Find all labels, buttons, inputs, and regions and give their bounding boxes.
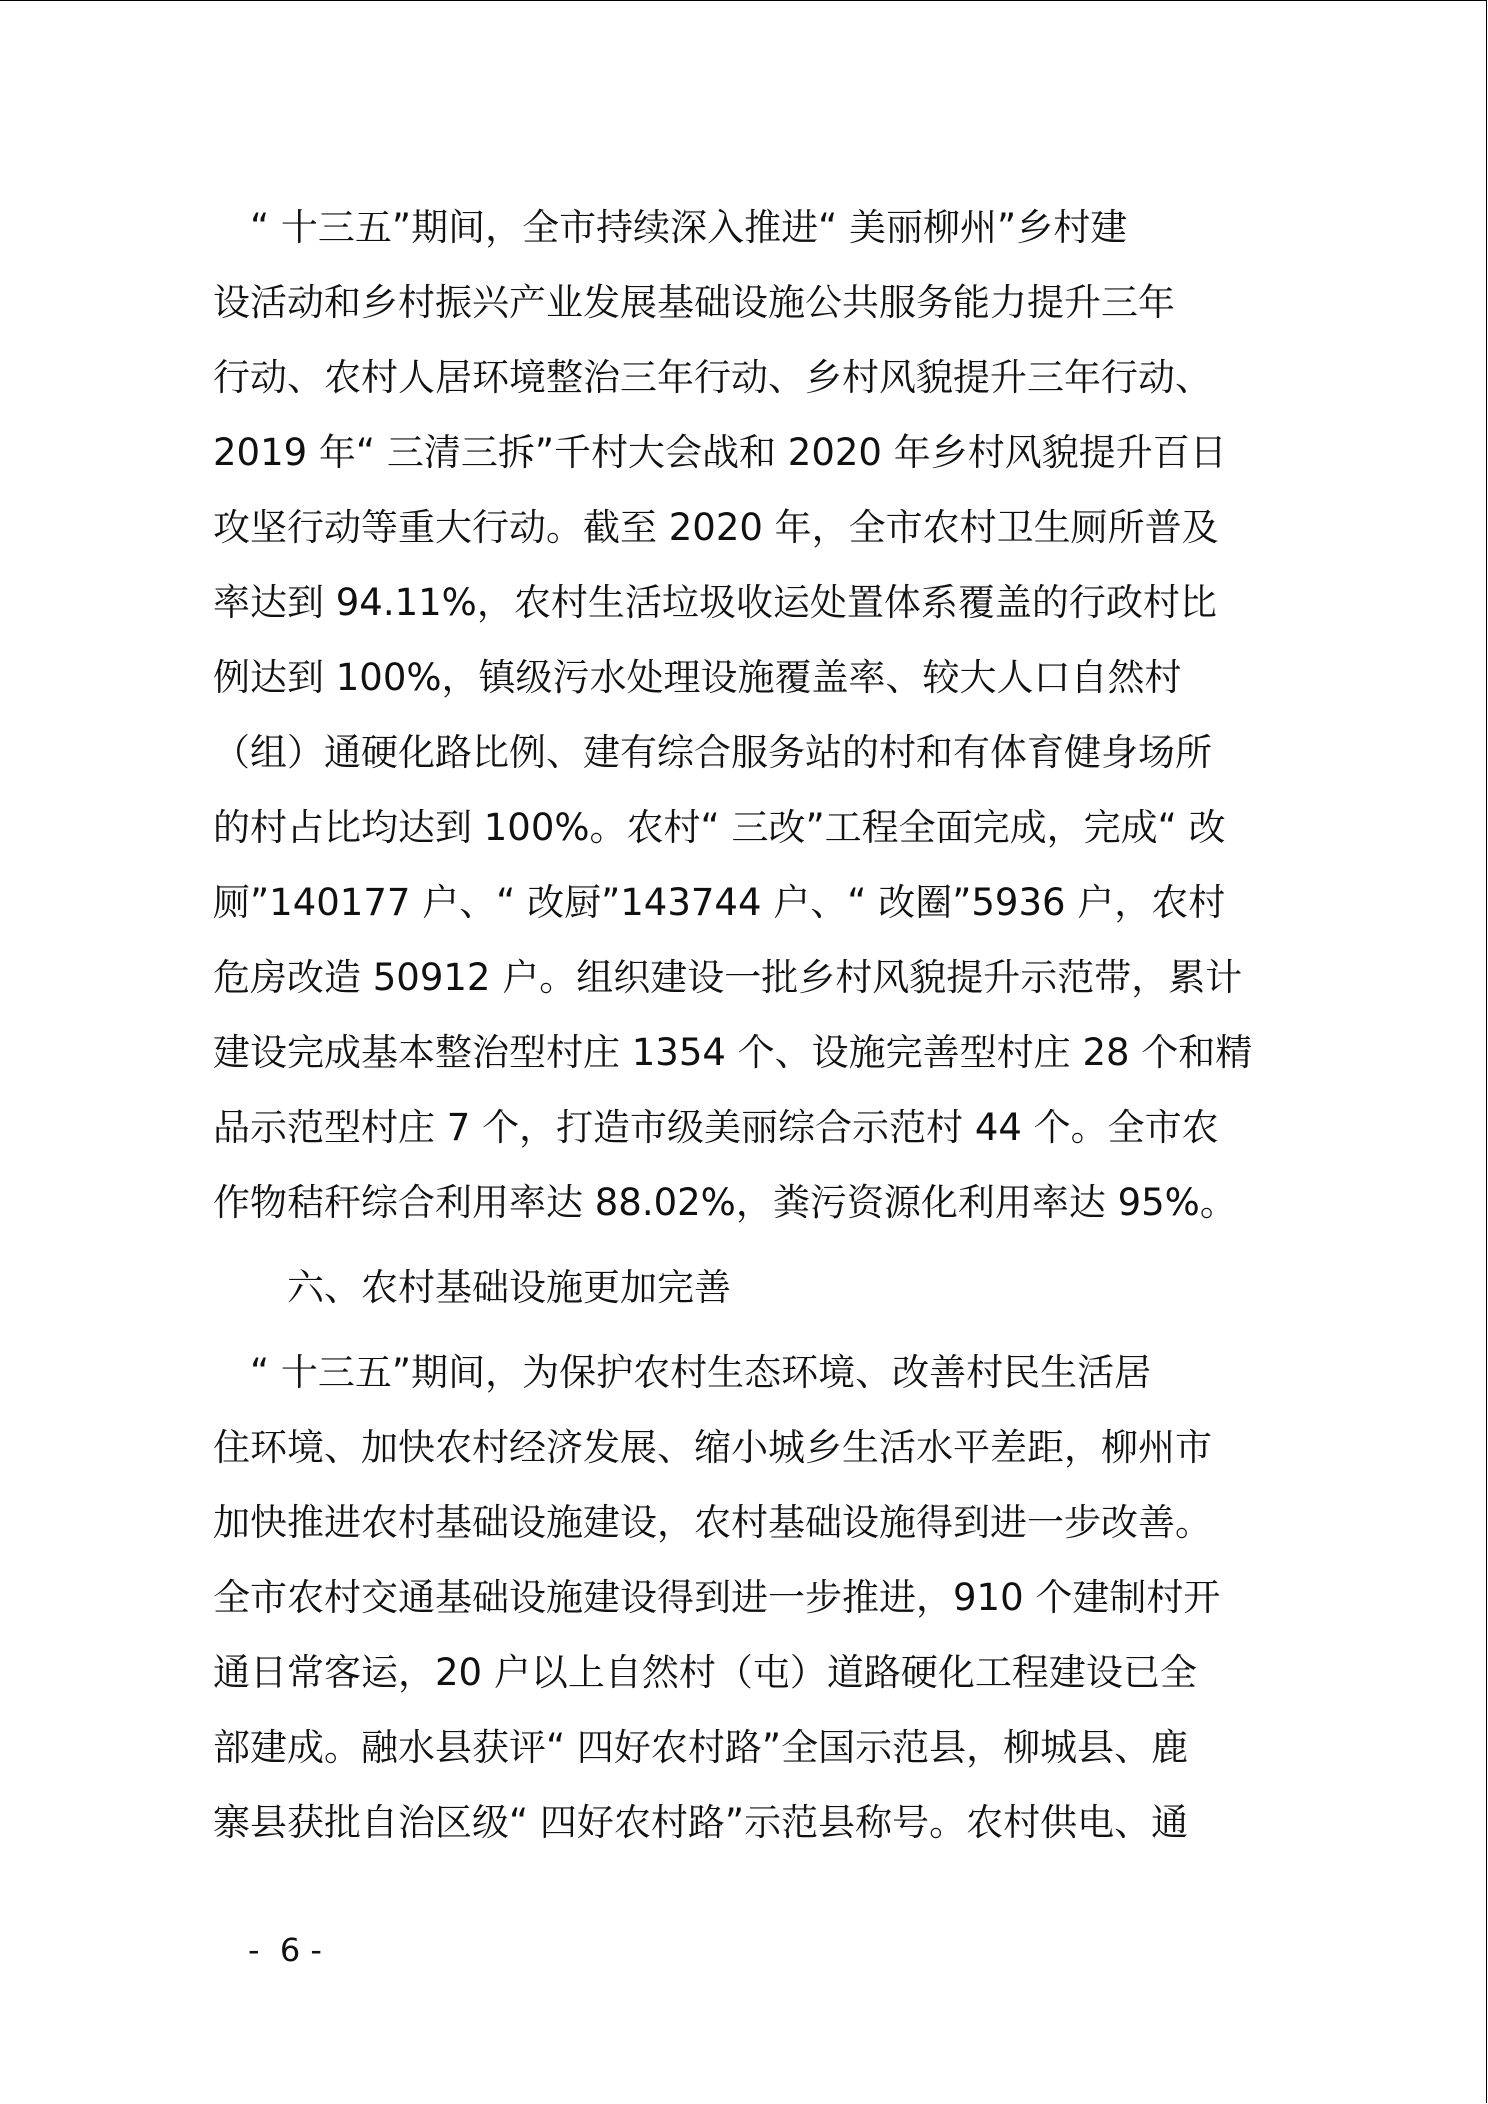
section-heading: 六、农村基础设施更加完善	[213, 1266, 731, 1309]
text-line: 建设完成基本整治型村庄 1354 个、设施完善型村庄 28 个和精	[213, 1031, 1253, 1074]
text-line: 例达到 100%，镇级污水处理设施覆盖率、较大人口自然村	[213, 656, 1182, 699]
paragraph-rural-construction	[213, 190, 1275, 1240]
text-line: 加快推进农村基础设施建设，农村基础设施得到进一步改善。	[213, 1501, 1212, 1544]
body-text	[213, 190, 1275, 1860]
page-number: - 6 -	[248, 1931, 322, 1969]
text-line: 部建成。融水县获评“ 四好农村路”全国示范县，柳城县、鹿	[213, 1726, 1189, 1769]
text-line: 设活动和乡村振兴产业发展基础设施公共服务能力提升三年	[213, 281, 1175, 324]
text-line: 作物秸秆综合利用率达 88.02%，粪污资源化利用率达 95%。	[213, 1181, 1237, 1224]
text-line: 厕”140177 户、“ 改厨”143744 户、“ 改圈”5936 户，农村	[213, 881, 1226, 924]
text-line: （组）通硬化路比例、建有综合服务站的村和有体育健身场所	[213, 731, 1212, 774]
text-line: 品示范型村庄 7 个，打造市级美丽综合示范村 44 个。全市农	[213, 1106, 1219, 1149]
text-line: 行动、农村人居环境整治三年行动、乡村风貌提升三年行动、	[213, 356, 1212, 399]
text-line: 的村占比均达到 100%。农村“ 三改”工程全面完成，完成“ 改	[213, 806, 1226, 849]
text-line: “ 十三五”期间，全市持续深入推进“ 美丽柳州”乡村建	[213, 206, 1128, 249]
text-line: 危房改造 50912 户。组织建设一批乡村风貌提升示范带，累计	[213, 956, 1243, 999]
text-line: 寨县获批自治区级“ 四好农村路”示范县称号。农村供电、通	[213, 1801, 1189, 1844]
text-line: 率达到 94.11%，农村生活垃圾收运处置体系覆盖的行政村比	[213, 581, 1217, 624]
text-line: 全市农村交通基础设施建设得到进一步推进，910 个建制村开	[213, 1576, 1221, 1619]
text-line: 攻坚行动等重大行动。截至 2020 年，全市农村卫生厕所普及	[213, 506, 1219, 549]
paragraph-rural-infrastructure	[213, 1335, 1275, 1860]
text-line: “ 十三五”期间，为保护农村生态环境、改善村民生活居	[213, 1351, 1152, 1394]
text-line: 通日常客运，20 户以上自然村（屯）道路硬化工程建设已全	[213, 1651, 1197, 1694]
text-line: 住环境、加快农村经济发展、缩小城乡生活水平差距，柳州市	[213, 1426, 1212, 1469]
text-line: 2019 年“ 三清三拆”千村大会战和 2020 年乡村风貌提升百日	[213, 431, 1227, 474]
